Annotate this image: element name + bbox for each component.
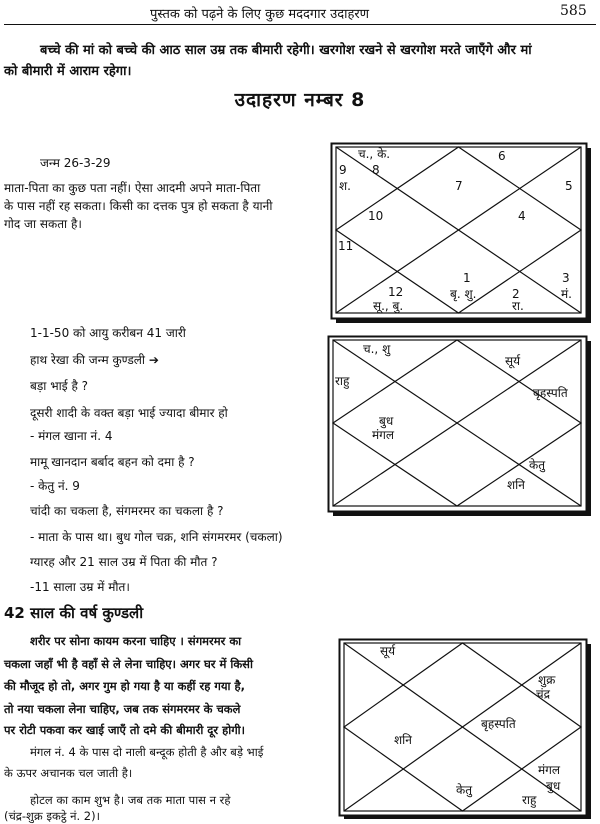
note-line: - केतु नं. 9 — [30, 479, 80, 493]
section-para-line: तो नया चकला लेना चाहिए, जब तक संगमरमर के चकले — [4, 702, 241, 716]
example-para-line-3: गोद जा सकता है। — [4, 217, 82, 231]
chart1-label: 11 — [338, 239, 354, 253]
chart1-label: 12 — [388, 285, 404, 299]
chart2-label: च., शु — [363, 342, 391, 356]
chart1-label: 9 — [339, 163, 347, 177]
chart1-label: सू., बु. — [373, 299, 404, 313]
chart3-label: केतु — [456, 783, 473, 797]
note-line: दूसरी शादी के वक्त बड़ा भाई ज्यादा बीमार हो — [30, 406, 228, 420]
note-line: 1-1-50 को आयु करीबन 41 जारी — [30, 326, 186, 340]
chart1-label: बृ. शु. — [450, 287, 477, 301]
palm-chart-lines — [327, 335, 594, 517]
chart1-label: 5 — [565, 179, 573, 193]
chart2-label: सूर्य — [505, 354, 521, 368]
section-para2-line-1: मंगल नं. 4 के पास दो नाली बन्दूक होती है और बड़े भाई — [30, 745, 264, 759]
section-para3-line-2: (चंद्र-शुक्र इकट्ठे नं. 2)। — [4, 809, 100, 823]
chart1-label: 3 — [562, 271, 570, 285]
note-line: हाथ रेखा की जन्म कुण्डली ➔ — [30, 353, 159, 367]
note-line: चांदी का चकला है, संगमरमर का चकला है ? — [30, 504, 224, 518]
section-para-line: चकला जहाँ भी है वहाँ से ले लेना चाहिए। अगर घर में किसी — [4, 657, 253, 671]
chart1-label: 6 — [498, 149, 506, 163]
chart1-label: च., के. — [358, 147, 391, 161]
palm-chart — [327, 335, 594, 517]
section-para-line: पर रोटी पकवा कर खाई जाएँ तो दमे की बीमारी दूर होगी। — [4, 723, 246, 737]
chart1-label: श. — [339, 179, 351, 193]
section-heading: 42 साल की वर्ष कुण्डली — [4, 604, 144, 622]
chart1-label: 2 — [512, 287, 520, 301]
intro-line-2: को बीमारी में आराम रहेगा। — [4, 64, 132, 79]
chart3-label: मंगल — [538, 763, 561, 777]
example-heading: उदाहरण नम्बर 8 — [234, 89, 366, 111]
chart1-label: रा. — [512, 299, 524, 313]
chart1-label: 8 — [372, 163, 380, 177]
chart1-label: मं. — [561, 287, 572, 301]
section-para3-line-1: होटल का काम शुभ है। जब तक माता पास न रहे — [30, 793, 231, 807]
birth-chart — [330, 142, 594, 324]
note-line: - मंगल खाना नं. 4 — [30, 429, 113, 443]
chart3-label: शुक्र — [538, 673, 556, 687]
chart3-label: बृहस्पति — [481, 717, 516, 731]
chart2-label: केतु — [529, 458, 546, 472]
note-line: -11 साला उम्र में मौत। — [30, 580, 130, 594]
chart3-label: राहु — [522, 793, 537, 807]
chart1-label: 4 — [518, 209, 526, 223]
chart3-label: सूर्य — [380, 644, 396, 658]
chart2-label: शनि — [507, 478, 525, 492]
chart3-label: बुध — [546, 779, 561, 793]
chart1-label: 1 — [463, 271, 471, 285]
example-para-line-2: के पास नहीं रह सकता। किसी का दत्तक पुत्र हो सकता है यानी — [4, 199, 273, 213]
note-line: बड़ा भाई है ? — [30, 379, 89, 393]
section-para-line: की मौजूद हो तो, अगर गुम हो गया है या कहीं रह गया है, — [4, 679, 245, 693]
intro-line-1: बच्चे की मां को बच्चे की आठ साल उम्र तक बीमारी रहेगी। खरगोश रखने से खरगोश मरते जाएँगे और मां — [40, 43, 532, 58]
year42-chart — [338, 638, 594, 820]
chart2-label: बृहस्पति — [533, 386, 568, 400]
chart2-label: राहु — [335, 374, 350, 388]
chart3-label: शनि — [394, 733, 412, 747]
chart1-label: 7 — [455, 179, 463, 193]
chart1-label: 10 — [368, 209, 384, 223]
section-para2-line-2: के ऊपर अचानक चल जाती है। — [4, 766, 133, 780]
note-line: ग्यारह और 21 साल उम्र में पिता की मौत ? — [30, 555, 218, 569]
page-number: 585 — [560, 3, 587, 19]
example-para-line-1: माता-पिता का कुछ पता नहीं। ऐसा आदमी अपने माता-पिता — [4, 181, 261, 195]
chart2-label: बुध — [379, 414, 394, 428]
birth-date: जन्म 26-3-29 — [40, 156, 111, 170]
note-line: मामू खानदान बर्बाद बहन को दमा है ? — [30, 455, 195, 469]
section-para-line: शरीर पर सोना कायम करना चाहिए । संगमरमर का — [30, 634, 242, 648]
header-rule — [4, 24, 596, 25]
running-header-title: पुस्तक को पढ़ने के लिए कुछ मददगार उदाहरण — [150, 7, 370, 22]
chart2-label: मंगल — [372, 428, 395, 442]
note-line: - माता के पास था। बुध गोल चक्र, शनि संगमरमर (चकला) — [30, 530, 283, 544]
chart3-label: चंद्र — [536, 687, 550, 701]
